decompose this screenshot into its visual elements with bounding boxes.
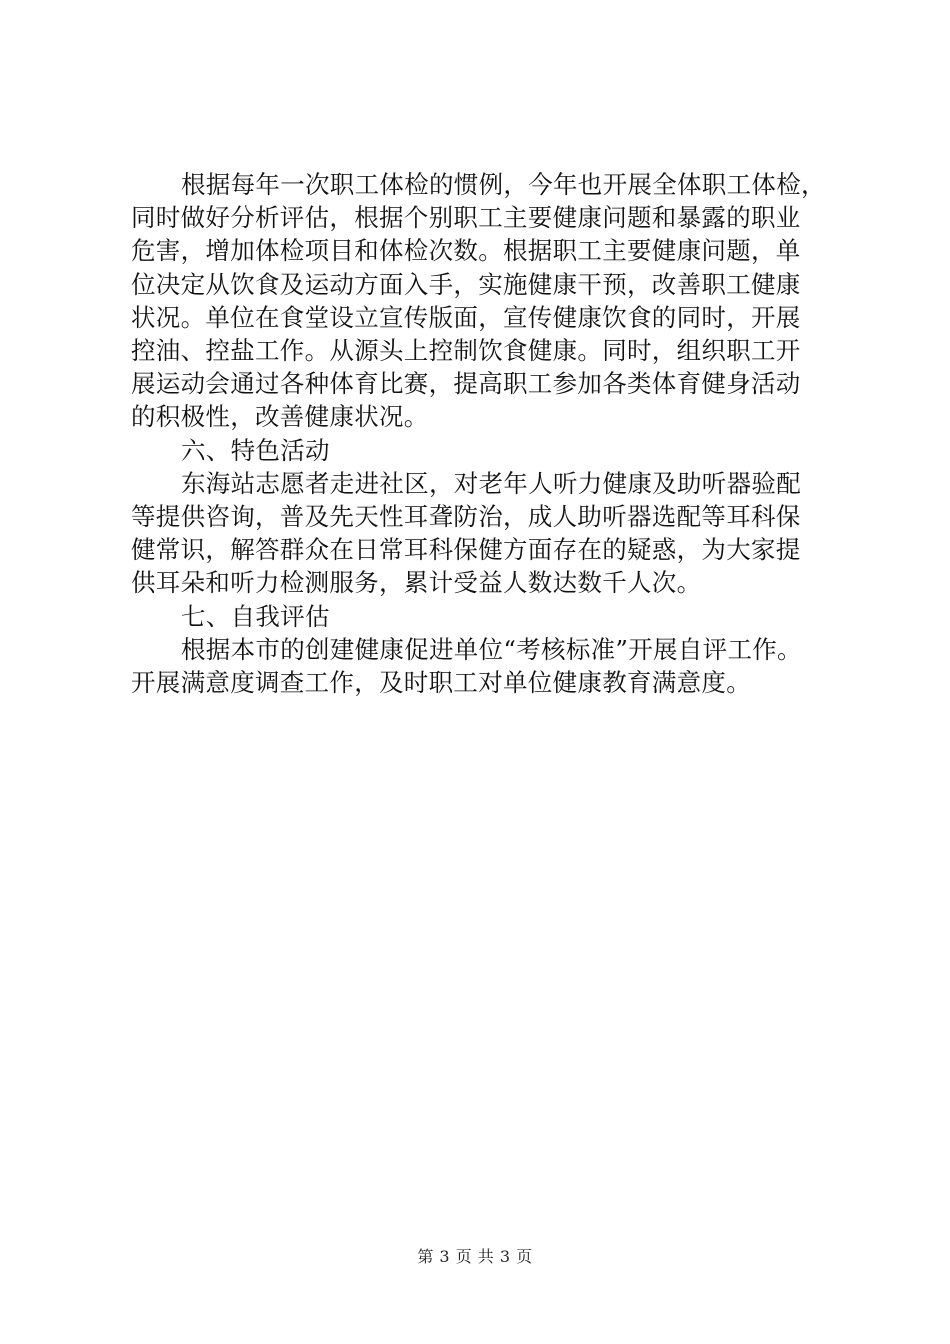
paragraph-line: 供耳朵和听力检测服务，累计受益人数达数千人次。 xyxy=(131,568,702,598)
page-number-footer: 第 3 页 共 3 页 xyxy=(417,1247,533,1266)
paragraph-line: 的积极性，改善健康状况。 xyxy=(131,402,429,432)
paragraph-line: 同时做好分析评估，根据个别职工主要健康问题和暴露的职业 xyxy=(131,203,801,233)
section-heading-6: 六、特色活动 xyxy=(181,435,330,465)
paragraph-line: 展运动会通过各种体育比赛，提高职工参加各类体育健身活动 xyxy=(131,369,801,399)
paragraph-line: 等提供咨询，普及先天性耳聋防治，成人助听器选配等耳科保 xyxy=(131,502,801,532)
paragraph-line: 危害，增加体检项目和体检次数。根据职工主要健康问题，单 xyxy=(131,236,801,266)
paragraph-line: 开展满意度调查工作，及时职工对单位健康教育满意度。 xyxy=(131,668,751,698)
paragraph-line: 状况。单位在食堂设立宣传版面，宣传健康饮食的同时，开展 xyxy=(131,302,801,332)
paragraph-line: 根据本市的创建健康促进单位“考核标准”开展自评工作。 xyxy=(181,634,802,664)
section-heading-7: 七、自我评估 xyxy=(181,601,330,631)
document-body xyxy=(131,168,831,699)
paragraph-line: 控油、控盐工作。从源头上控制饮食健康。同时，组织职工开 xyxy=(131,336,801,366)
paragraph-line: 位决定从饮食及运动方面入手，实施健康干预，改善职工健康 xyxy=(131,269,801,299)
paragraph-line: 根据每年一次职工体检的惯例，今年也开展全体职工体检， xyxy=(181,170,826,199)
paragraph-line: 东海站志愿者走进社区，对老年人听力健康及助听器验配 xyxy=(181,468,801,498)
paragraph-line: 健常识，解答群众在日常耳科保健方面存在的疑惑，为大家提 xyxy=(131,535,801,565)
